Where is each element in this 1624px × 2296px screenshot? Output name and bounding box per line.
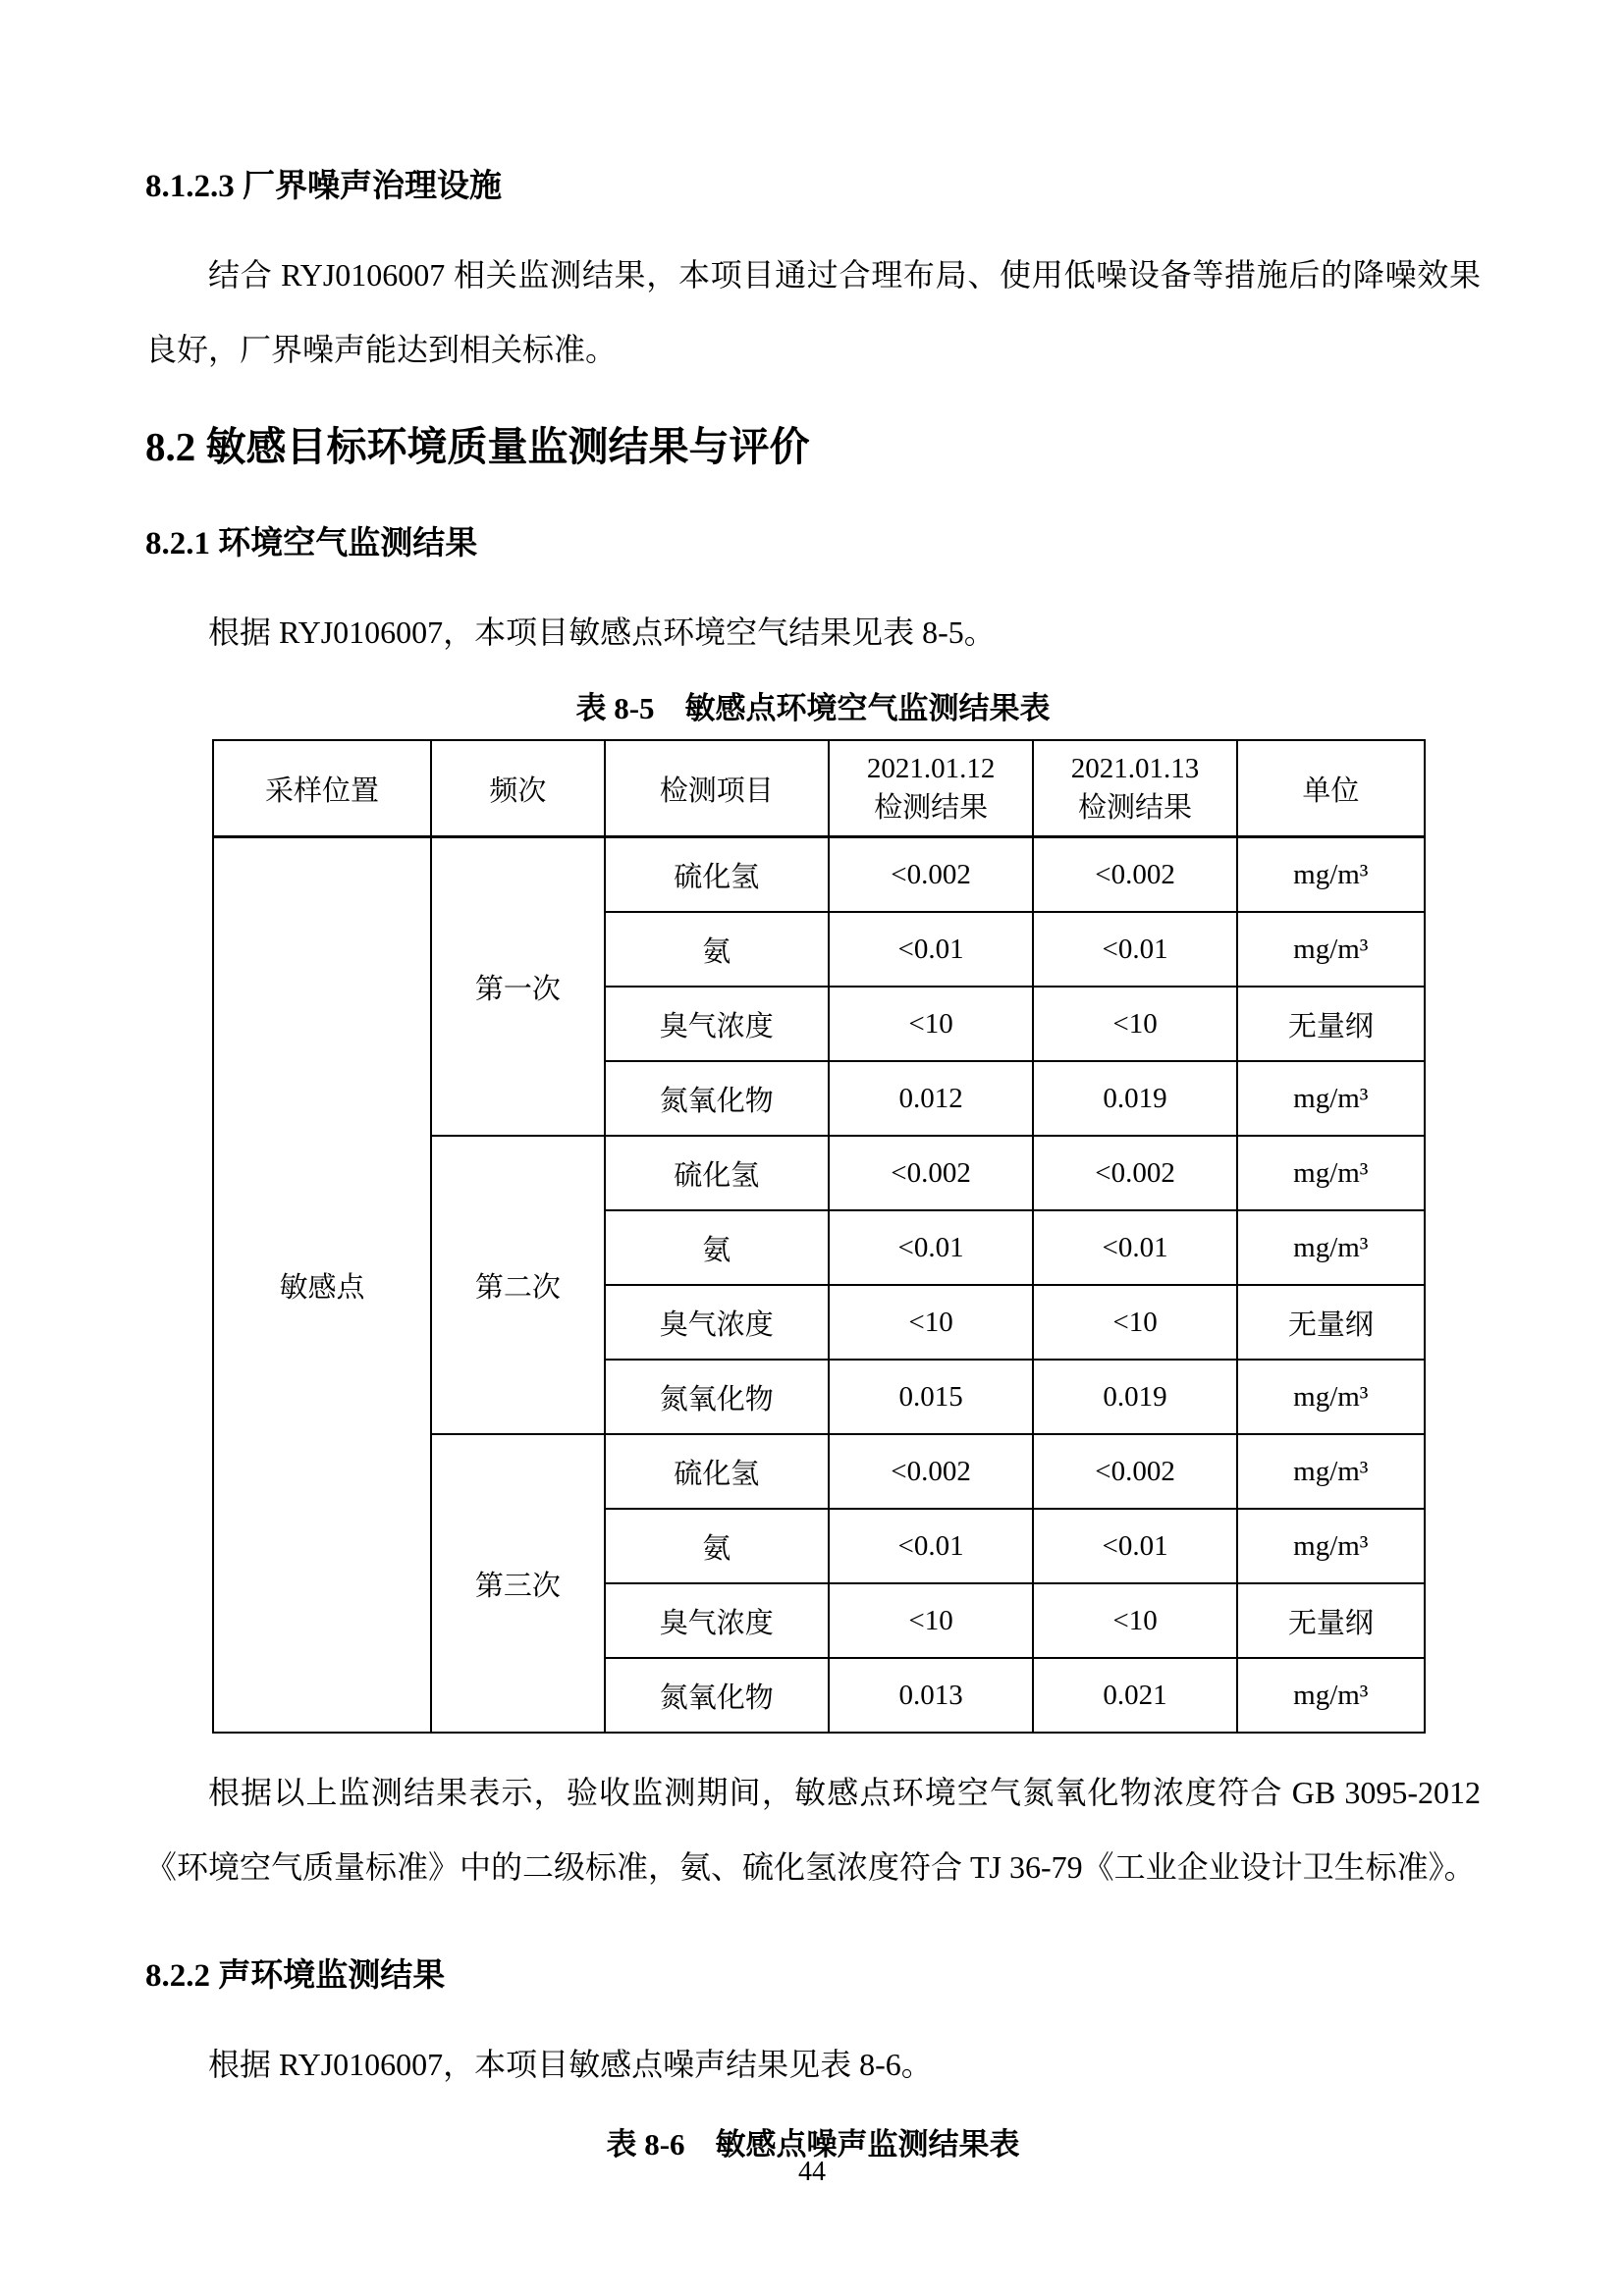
table-8-5 [212,739,1426,1734]
table-8-6-caption: 表 8-6 敏感点噪声监测结果表 [606,2127,1020,2162]
cell-unit: 无量纲 [1237,1583,1425,1658]
table-row [213,837,1425,913]
heading-8-2: 8.2 敏感目标环境质量监测结果与评价 [145,424,810,469]
header-date2-line2: 检测结果 [1078,792,1193,824]
cell-result1: <0.01 [829,1210,1034,1285]
cell-item: 氮氧化物 [605,1658,829,1733]
cell-result2: 0.021 [1033,1658,1236,1733]
cell-result2: <0.01 [1033,912,1236,987]
cell-frequency-2: 第二次 [431,1136,604,1434]
table-8-5-caption: 表 8-5 敏感点环境空气监测结果表 [575,691,1051,725]
cell-item: 硫化氢 [605,1434,829,1509]
cell-unit: mg/m³ [1237,1061,1425,1136]
header-date1-line1: 2021.01.12 [866,753,996,784]
cell-result2: <0.002 [1033,1434,1236,1509]
cell-result2: 0.019 [1033,1360,1236,1434]
cell-result1: <0.002 [829,837,1034,913]
cell-unit: mg/m³ [1237,1136,1425,1210]
cell-result2: 0.019 [1033,1061,1236,1136]
cell-item: 硫化氢 [605,837,829,913]
cell-result2: <10 [1033,987,1236,1061]
cell-item: 硫化氢 [605,1136,829,1210]
cell-result1: <0.01 [829,1509,1034,1583]
cell-result2: <10 [1033,1285,1236,1360]
header-date2-line1: 2021.01.13 [1070,753,1200,784]
cell-unit: mg/m³ [1237,837,1425,913]
page-number: 44 [798,2157,826,2187]
cell-unit: 无量纲 [1237,987,1425,1061]
header-date2 [1033,740,1236,837]
cell-result1: <10 [829,987,1034,1061]
cell-result2: <0.002 [1033,837,1236,913]
cell-result1: 0.013 [829,1658,1034,1733]
cell-unit: mg/m³ [1237,912,1425,987]
heading-8-2-1: 8.2.1 环境空气监测结果 [145,526,478,561]
cell-item: 臭气浓度 [605,987,829,1061]
cell-unit: mg/m³ [1237,1210,1425,1285]
cell-unit: mg/m³ [1237,1434,1425,1509]
cell-result1: <10 [829,1285,1034,1360]
cell-item: 氮氧化物 [605,1061,829,1136]
cell-item: 氨 [605,1509,829,1583]
cell-unit: mg/m³ [1237,1360,1425,1434]
cell-unit: 无量纲 [1237,1285,1425,1360]
cell-result1: <0.01 [829,912,1034,987]
header-item: 检测项目 [605,740,829,837]
paragraph-noise-treatment: 结合 RYJ0106007 相关监测结果，本项目通过合理布局、使用低噪设备等措施后的降噪效果良好，厂界噪声能达到相关标准。 [145,257,1481,367]
cell-unit: mg/m³ [1237,1658,1425,1733]
cell-frequency-1: 第一次 [431,837,604,1137]
cell-item: 臭气浓度 [605,1583,829,1658]
heading-8-1-2-3: 8.1.2.3 厂界噪声治理设施 [145,169,502,204]
cell-unit: mg/m³ [1237,1509,1425,1583]
paragraph-noise-intro: 根据 RYJ0106007，本项目敏感点噪声结果见表 8-6。 [208,2047,933,2082]
cell-item: 氨 [605,1210,829,1285]
header-date1-line2: 检测结果 [874,792,989,824]
cell-location: 敏感点 [213,837,431,1734]
cell-result2: <0.002 [1033,1136,1236,1210]
cell-item: 臭气浓度 [605,1285,829,1360]
header-location: 采样位置 [213,740,431,837]
heading-8-2-2: 8.2.2 声环境监测结果 [145,1958,446,1994]
cell-result1: 0.015 [829,1360,1034,1434]
cell-result2: <0.01 [1033,1210,1236,1285]
paragraph-air-conclusion: 根据以上监测结果表示，验收监测期间，敏感点环境空气氮氧化物浓度符合 GB 3095-2012《环境空气质量标准》中的二级标准，氨、硫化氢浓度符合 TJ 36-79《工业企业设计卫生标准》。 [145,1775,1481,1885]
cell-result1: <10 [829,1583,1034,1658]
cell-item: 氮氧化物 [605,1360,829,1434]
cell-result2: <0.01 [1033,1509,1236,1583]
header-unit: 单位 [1237,740,1425,837]
cell-frequency-3: 第三次 [431,1434,604,1733]
cell-result1: 0.012 [829,1061,1034,1136]
cell-result1: <0.002 [829,1434,1034,1509]
header-frequency: 频次 [431,740,604,837]
cell-item: 氨 [605,912,829,987]
cell-result1: <0.002 [829,1136,1034,1210]
cell-result2: <10 [1033,1583,1236,1658]
header-date1 [829,740,1034,837]
table-header-row [213,740,1425,837]
paragraph-air-intro: 根据 RYJ0106007，本项目敏感点环境空气结果见表 8-5。 [208,614,996,650]
